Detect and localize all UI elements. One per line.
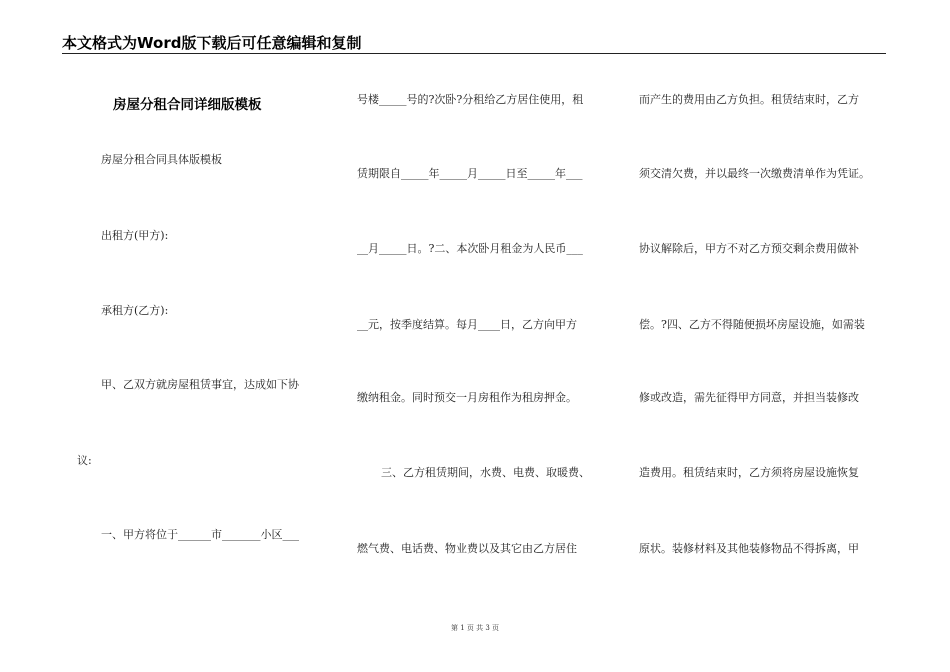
document-title: 房屋分租合同详细版模板: [113, 97, 262, 113]
text-line: 议:: [77, 454, 92, 467]
text-line: 偿。?四、乙方不得随便损坏房屋设施，如需装: [639, 318, 865, 331]
text-line: 造费用。租赁结束时，乙方须将房屋设施恢复: [639, 466, 859, 479]
header-divider: [62, 53, 886, 54]
text-line: 承租方(乙方):: [101, 304, 169, 317]
text-line: 须交清欠费，并以最终一次缴费清单作为凭证。: [639, 167, 870, 180]
text-line: 出租方(甲方):: [101, 229, 169, 242]
page-header-title: 本文格式为Word版下载后可任意编辑和复制: [62, 34, 362, 52]
text-line: 协议解除后，甲方不对乙方预交剩余费用做补: [639, 242, 859, 255]
text-line: __月_____日。?二、本次卧月租金为人民币___: [357, 242, 583, 255]
text-line: 三、乙方租赁期间，水费、电费、取暖费、: [381, 466, 590, 479]
text-line: 号楼_____号的?次卧?分租给乙方居住使用，租: [357, 93, 584, 106]
page-number: 第 1 页 共 3 页: [450, 624, 500, 632]
text-line: 而产生的费用由乙方负担。租赁结束时，乙方: [639, 93, 859, 106]
text-line: 一、甲方将位于______市_______小区___: [101, 528, 299, 541]
text-line: 原状。装修材料及其他装修物品不得拆离，甲: [639, 542, 859, 555]
text-line: 燃气费、电话费、物业费以及其它由乙方居住: [357, 542, 577, 555]
text-line: 赁期限自_____年_____月_____日至_____年___: [357, 167, 583, 180]
text-line: 甲、乙双方就房屋租赁事宜，达成如下协: [101, 378, 299, 391]
text-line: 修或改造，需先征得甲方同意，并担当装修改: [639, 391, 859, 404]
text-line: __元，按季度结算。每月____日，乙方向甲方: [357, 318, 577, 331]
text-line: 缴纳租金。同时预交一月房租作为租房押金。: [357, 391, 577, 404]
text-line: 房屋分租合同具体版模板: [101, 153, 222, 166]
